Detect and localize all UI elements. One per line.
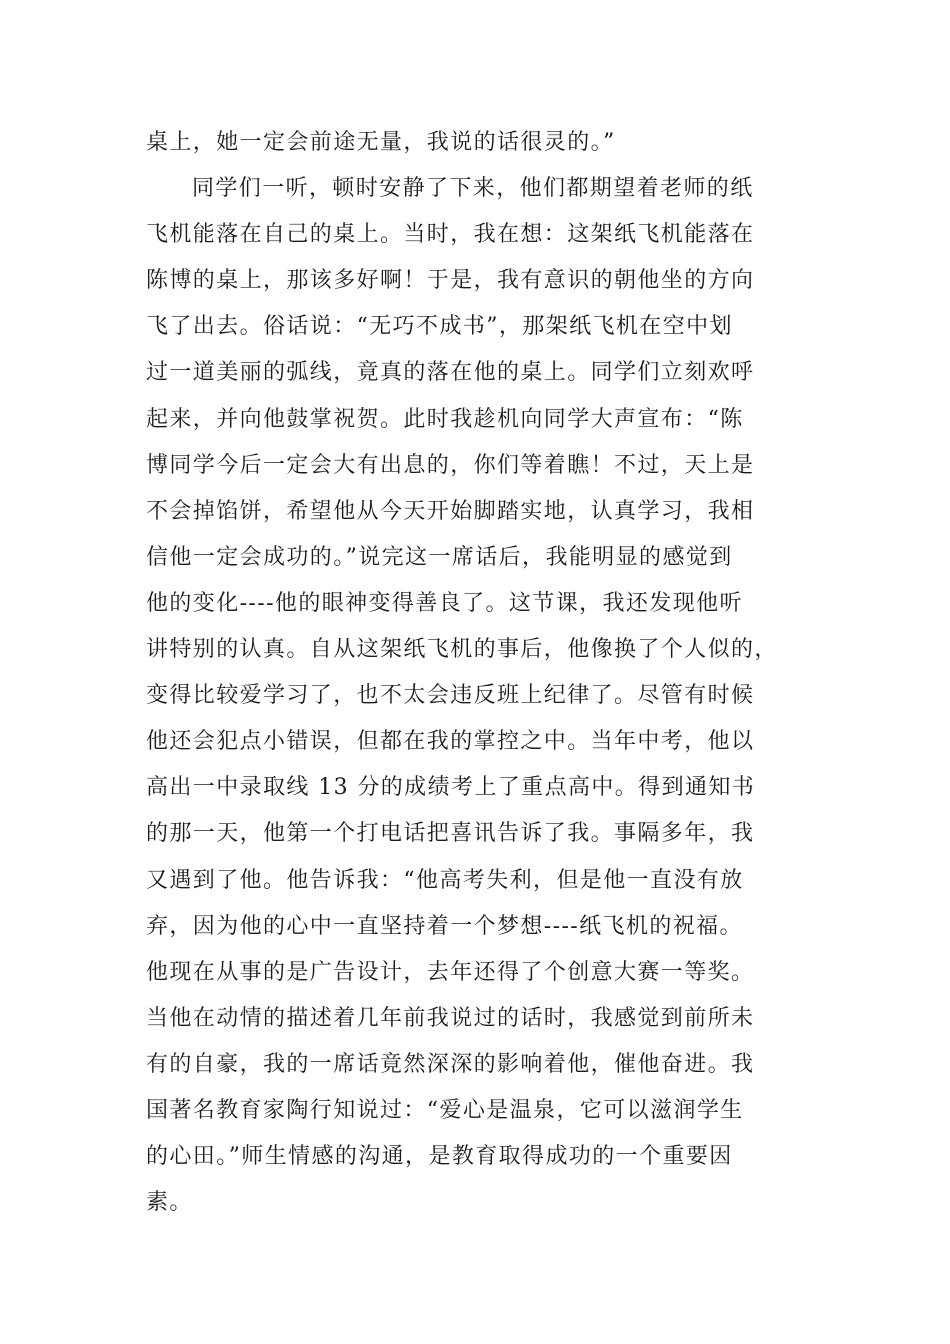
document-page: [146, 120, 808, 1226]
text-line: 国著名教育家陶行知说过：“爱心是温泉，它可以滋润学生: [146, 1097, 744, 1123]
text-line: 当他在动情的描述着几年前我说过的话时，我感觉到前所未: [146, 1005, 755, 1031]
text-line: 起来，并向他鼓掌祝贺。此时我趁机向同学大声宣布：“陈: [146, 406, 744, 432]
text-line: 他还会犯点小错误，但都在我的掌控之中。当年中考，他以: [146, 729, 755, 755]
text-line: 讲特别的认真。自从这架纸飞机的事后，他像换了个人似的，: [146, 637, 778, 663]
text-line: 又遇到了他。他告诉我：“他高考失利，但是他一直没有放: [146, 867, 744, 893]
text-line: 的心田。”师生情感的沟通，是教育取得成功的一个重要因: [146, 1144, 733, 1170]
paragraph-1: [146, 120, 808, 166]
text-line: 博同学今后一定会大有出息的，你们等着瞧！不过，天上是: [146, 452, 755, 478]
text-line: 飞机能落在自己的桌上。当时，我在想：这架纸飞机能落在: [146, 222, 755, 248]
text-line: 过一道美丽的弧线，竟真的落在他的桌上。同学们立刻欢呼: [146, 360, 755, 386]
text-line: 变得比较爱学习了，也不太会违反班上纪律了。尽管有时候: [146, 683, 755, 709]
text-line: 他现在从事的是广告设计，去年还得了个创意大赛一等奖。: [146, 959, 755, 985]
text-line: 陈博的桌上，那该多好啊！于是，我有意识的朝他坐的方向: [146, 268, 755, 294]
text-line: 素。: [146, 1190, 193, 1216]
text-line: 信他一定会成功的。”说完这一席话后，我能明显的感觉到: [146, 544, 733, 570]
text-line: 高出一中录取线 13 分的成绩考上了重点高中。得到通知书: [146, 775, 756, 801]
text-line: 飞了出去。俗话说：“无巧不成书”，那架纸飞机在空中划: [146, 314, 733, 340]
text-line: 同学们一听，顿时安静了下来，他们都期望着老师的纸: [192, 176, 754, 202]
text-line: 有的自豪，我的一席话竟然深深的影响着他，催他奋进。我: [146, 1051, 755, 1077]
text-line: 不会掉馅饼，希望他从今天开始脚踏实地，认真学习，我相: [146, 498, 755, 524]
text-line: 弃，因为他的心中一直坚持着一个梦想----纸飞机的祝福。: [146, 913, 743, 939]
text-line: 他的变化----他的眼神变得善良了。这节课，我还发现他听: [146, 590, 743, 616]
text-line: 桌上，她一定会前途无量，我说的话很灵的。”: [146, 130, 616, 155]
paragraph-2: [146, 166, 808, 1226]
text-line: 的那一天，他第一个打电话把喜讯告诉了我。事隔多年，我: [146, 821, 755, 847]
